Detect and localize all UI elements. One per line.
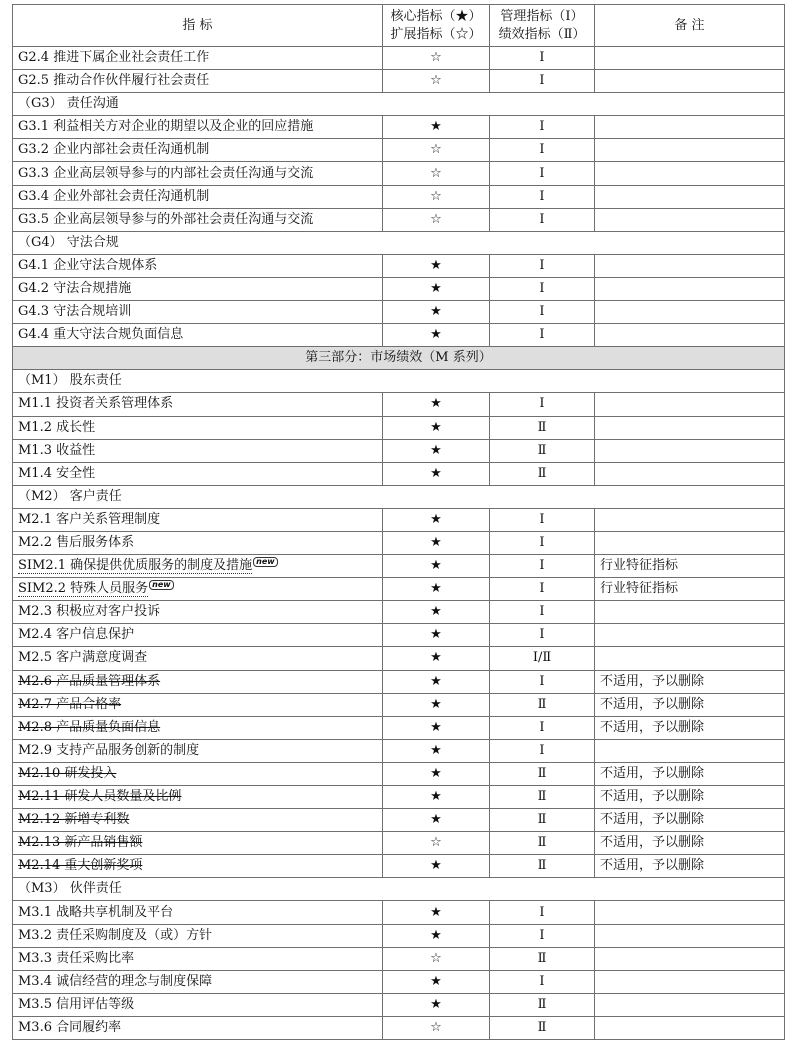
table-row	[13, 139, 785, 162]
table-row	[13, 301, 785, 324]
indicator-text: M2.11 研发人员数量及比例	[18, 789, 182, 805]
filled-star-icon: ★	[430, 581, 442, 597]
indicator-table-page	[12, 4, 784, 1040]
core-extended-cell	[383, 647, 490, 670]
indicator-text: G4.4 重大守法合规负面信息	[18, 327, 184, 343]
indicator-cell	[13, 832, 383, 855]
table-row	[13, 832, 785, 855]
table-row	[13, 901, 785, 924]
filled-star-icon: ★	[430, 673, 442, 689]
indicator-text: G3.4 企业外部社会责任沟通机制	[18, 188, 210, 204]
core-extended-cell	[383, 762, 490, 785]
core-extended-cell	[383, 254, 490, 277]
indicator-text: M2.7 产品合格率	[18, 696, 122, 712]
core-extended-cell	[383, 416, 490, 439]
table-row	[13, 947, 785, 970]
core-extended-cell	[383, 185, 490, 208]
core-extended-cell	[383, 947, 490, 970]
core-extended-cell	[383, 670, 490, 693]
table-row	[13, 786, 785, 809]
remarks-cell: 不适用，予以删除	[595, 762, 785, 785]
remarks-cell: 不适用，予以删除	[595, 786, 785, 809]
table-row	[13, 855, 785, 878]
table-row	[13, 716, 785, 739]
filled-star-icon: ★	[430, 927, 442, 943]
remarks-cell	[595, 601, 785, 624]
core-extended-cell	[383, 924, 490, 947]
outline-star-icon: ☆	[430, 950, 442, 966]
table-row	[13, 993, 785, 1016]
remarks-cell	[595, 301, 785, 324]
management-performance-cell: Ⅱ	[490, 786, 595, 809]
indicator-text: SIM2.2 特殊人员服务	[18, 581, 149, 597]
table-row	[13, 762, 785, 785]
core-extended-cell	[383, 301, 490, 324]
indicator-cell	[13, 578, 383, 601]
indicator-table	[12, 4, 785, 1040]
management-performance-cell: Ⅰ	[490, 924, 595, 947]
table-row	[13, 647, 785, 670]
management-performance-cell: Ⅱ	[490, 993, 595, 1016]
remarks-cell: 不适用，予以删除	[595, 716, 785, 739]
indicator-text: G4.3 守法合规培训	[18, 304, 132, 320]
indicator-text: M3.5 信用评估等级	[18, 996, 135, 1012]
table-row	[13, 624, 785, 647]
section-heading-row	[13, 93, 785, 116]
filled-star-icon: ★	[430, 535, 442, 551]
management-performance-cell: Ⅰ	[490, 277, 595, 300]
indicator-cell	[13, 716, 383, 739]
management-performance-cell: Ⅰ	[490, 162, 595, 185]
indicator-text: M3.2 责任采购制度及（或）方针	[18, 927, 213, 943]
filled-star-icon: ★	[430, 812, 442, 828]
indicator-text: G3.2 企业内部社会责任沟通机制	[18, 142, 210, 158]
indicator-text: M1.3 收益性	[18, 442, 96, 458]
indicator-cell	[13, 693, 383, 716]
management-performance-cell: Ⅰ/Ⅱ	[490, 647, 595, 670]
remarks-cell	[595, 947, 785, 970]
filled-star-icon: ★	[430, 696, 442, 712]
table-row	[13, 324, 785, 347]
section-heading: （G4） 守法合规	[13, 231, 785, 254]
indicator-cell	[13, 924, 383, 947]
core-extended-cell	[383, 970, 490, 993]
table-row	[13, 1016, 785, 1039]
table-row	[13, 47, 785, 70]
table-row	[13, 924, 785, 947]
outline-star-icon: ☆	[430, 1019, 442, 1035]
table-row	[13, 739, 785, 762]
remarks-cell	[595, 531, 785, 554]
core-extended-cell	[383, 739, 490, 762]
management-performance-cell: Ⅰ	[490, 70, 595, 93]
section-heading: （M3） 伙伴责任	[13, 878, 785, 901]
filled-star-icon: ★	[430, 789, 442, 805]
indicator-cell	[13, 208, 383, 231]
outline-star-icon: ☆	[430, 142, 442, 158]
table-row	[13, 601, 785, 624]
remarks-cell	[595, 393, 785, 416]
table-row	[13, 809, 785, 832]
indicator-text: G3.3 企业高层领导参与的内部社会责任沟通与交流	[18, 165, 314, 181]
filled-star-icon: ★	[430, 627, 442, 643]
remarks-cell	[595, 993, 785, 1016]
section-heading: （M2） 客户责任	[13, 485, 785, 508]
indicator-text: M2.4 客户信息保护	[18, 627, 135, 643]
table-row	[13, 555, 785, 578]
core-extended-cell	[383, 47, 490, 70]
filled-star-icon: ★	[430, 558, 442, 574]
table-row	[13, 508, 785, 531]
filled-star-icon: ★	[430, 327, 442, 343]
filled-star-icon: ★	[430, 465, 442, 481]
management-performance-cell: Ⅰ	[490, 901, 595, 924]
indicator-text: M2.10 研发投入	[18, 765, 117, 781]
indicator-cell	[13, 947, 383, 970]
core-extended-cell	[383, 139, 490, 162]
indicator-text: M3.3 责任采购比率	[18, 950, 135, 966]
management-performance-cell: Ⅱ	[490, 693, 595, 716]
remarks-cell: 不适用，予以删除	[595, 809, 785, 832]
core-extended-cell	[383, 716, 490, 739]
header-performance-label: 绩效指标（Ⅱ）	[498, 26, 586, 42]
indicator-text: G2.4 推进下属企业社会责任工作	[18, 50, 210, 66]
management-performance-cell: Ⅰ	[490, 254, 595, 277]
indicator-text: M2.14 重大创新奖项	[18, 858, 143, 874]
remarks-cell	[595, 924, 785, 947]
filled-star-icon: ★	[430, 280, 442, 296]
remarks-cell	[595, 739, 785, 762]
remarks-cell	[595, 901, 785, 924]
indicator-cell	[13, 139, 383, 162]
table-row	[13, 439, 785, 462]
management-performance-cell: Ⅰ	[490, 324, 595, 347]
indicator-cell	[13, 555, 383, 578]
header-core-extended	[383, 5, 490, 47]
indicator-cell	[13, 786, 383, 809]
indicator-text: M2.1 客户关系管理制度	[18, 511, 161, 527]
outline-star-icon: ☆	[430, 165, 442, 181]
remarks-cell	[595, 324, 785, 347]
core-extended-cell	[383, 786, 490, 809]
new-badge: new	[149, 580, 174, 590]
management-performance-cell: Ⅰ	[490, 508, 595, 531]
core-extended-cell	[383, 393, 490, 416]
indicator-cell	[13, 601, 383, 624]
management-performance-cell: Ⅱ	[490, 416, 595, 439]
core-extended-cell	[383, 624, 490, 647]
part-heading: 第三部分：市场绩效（M 系列）	[13, 347, 785, 370]
table-row	[13, 578, 785, 601]
table-row	[13, 185, 785, 208]
management-performance-cell: Ⅰ	[490, 624, 595, 647]
management-performance-cell: Ⅰ	[490, 531, 595, 554]
header-management-performance	[490, 5, 595, 47]
indicator-cell	[13, 301, 383, 324]
core-extended-cell	[383, 901, 490, 924]
filled-star-icon: ★	[430, 604, 442, 620]
table-row	[13, 462, 785, 485]
header-extended-label: 扩展指标（☆）	[390, 26, 482, 42]
core-extended-cell	[383, 208, 490, 231]
indicator-text: M2.2 售后服务体系	[18, 535, 135, 551]
table-row	[13, 277, 785, 300]
section-heading-row	[13, 370, 785, 393]
remarks-cell: 不适用，予以删除	[595, 670, 785, 693]
indicator-cell	[13, 277, 383, 300]
part-heading-row	[13, 347, 785, 370]
management-performance-cell: Ⅰ	[490, 670, 595, 693]
header-indicator: 指 标	[13, 5, 383, 47]
core-extended-cell	[383, 855, 490, 878]
table-row	[13, 531, 785, 554]
indicator-cell	[13, 647, 383, 670]
management-performance-cell: Ⅱ	[490, 809, 595, 832]
core-extended-cell	[383, 462, 490, 485]
management-performance-cell: Ⅰ	[490, 555, 595, 578]
indicator-cell	[13, 670, 383, 693]
filled-star-icon: ★	[430, 304, 442, 320]
remarks-cell: 不适用，予以删除	[595, 832, 785, 855]
indicator-cell	[13, 185, 383, 208]
indicator-text: M2.12 新增专利数	[18, 812, 130, 828]
management-performance-cell: Ⅰ	[490, 578, 595, 601]
filled-star-icon: ★	[430, 742, 442, 758]
outline-star-icon: ☆	[430, 73, 442, 89]
section-heading: （M1） 股东责任	[13, 370, 785, 393]
outline-star-icon: ☆	[430, 835, 442, 851]
management-performance-cell: Ⅱ	[490, 439, 595, 462]
indicator-text: M2.9 支持产品服务创新的制度	[18, 742, 200, 758]
core-extended-cell	[383, 277, 490, 300]
indicator-text: M2.3 积极应对客户投诉	[18, 604, 161, 620]
management-performance-cell: Ⅰ	[490, 716, 595, 739]
remarks-cell	[595, 47, 785, 70]
table-row	[13, 162, 785, 185]
indicator-cell	[13, 762, 383, 785]
management-performance-cell: Ⅱ	[490, 1016, 595, 1039]
indicator-text: M1.4 安全性	[18, 465, 96, 481]
table-row	[13, 416, 785, 439]
remarks-cell	[595, 277, 785, 300]
filled-star-icon: ★	[430, 419, 442, 435]
indicator-cell	[13, 901, 383, 924]
indicator-text: SIM2.1 确保提供优质服务的制度及措施	[18, 558, 253, 574]
management-performance-cell: Ⅱ	[490, 947, 595, 970]
indicator-cell	[13, 254, 383, 277]
indicator-cell	[13, 624, 383, 647]
management-performance-cell: Ⅰ	[490, 970, 595, 993]
filled-star-icon: ★	[430, 719, 442, 735]
filled-star-icon: ★	[430, 858, 442, 874]
management-performance-cell: Ⅱ	[490, 832, 595, 855]
remarks-cell: 行业特征指标	[595, 578, 785, 601]
core-extended-cell	[383, 531, 490, 554]
management-performance-cell: Ⅰ	[490, 47, 595, 70]
outline-star-icon: ☆	[430, 211, 442, 227]
management-performance-cell: Ⅱ	[490, 762, 595, 785]
filled-star-icon: ★	[430, 119, 442, 135]
indicator-cell	[13, 439, 383, 462]
table-row	[13, 70, 785, 93]
management-performance-cell: Ⅱ	[490, 462, 595, 485]
core-extended-cell	[383, 70, 490, 93]
indicator-cell	[13, 739, 383, 762]
filled-star-icon: ★	[430, 765, 442, 781]
indicator-text: M2.5 客户满意度调查	[18, 650, 148, 666]
remarks-cell	[595, 1016, 785, 1039]
section-heading-row	[13, 231, 785, 254]
filled-star-icon: ★	[430, 511, 442, 527]
filled-star-icon: ★	[430, 650, 442, 666]
table-row	[13, 393, 785, 416]
core-extended-cell	[383, 508, 490, 531]
management-performance-cell: Ⅰ	[490, 601, 595, 624]
indicator-text: G4.2 守法合规措施	[18, 280, 132, 296]
filled-star-icon: ★	[430, 442, 442, 458]
indicator-text: M2.8 产品质量负面信息	[18, 719, 161, 735]
core-extended-cell	[383, 809, 490, 832]
indicator-cell	[13, 462, 383, 485]
indicator-cell	[13, 1016, 383, 1039]
indicator-cell	[13, 70, 383, 93]
remarks-cell	[595, 70, 785, 93]
core-extended-cell	[383, 832, 490, 855]
indicator-cell	[13, 508, 383, 531]
filled-star-icon: ★	[430, 257, 442, 273]
section-heading-row	[13, 878, 785, 901]
filled-star-icon: ★	[430, 904, 442, 920]
section-heading-row	[13, 485, 785, 508]
remarks-cell	[595, 508, 785, 531]
table-body	[13, 47, 785, 1040]
management-performance-cell: Ⅱ	[490, 855, 595, 878]
indicator-cell	[13, 393, 383, 416]
indicator-text: M1.2 成长性	[18, 419, 96, 435]
indicator-cell	[13, 809, 383, 832]
indicator-text: G4.1 企业守法合规体系	[18, 257, 158, 273]
indicator-cell	[13, 416, 383, 439]
remarks-cell	[595, 208, 785, 231]
remarks-cell	[595, 439, 785, 462]
management-performance-cell: Ⅰ	[490, 393, 595, 416]
indicator-text: M2.6 产品质量管理体系	[18, 673, 161, 689]
remarks-cell	[595, 970, 785, 993]
filled-star-icon: ★	[430, 996, 442, 1012]
remarks-cell	[595, 462, 785, 485]
table-header-row	[13, 5, 785, 47]
header-management-label: 管理指标（Ⅰ）	[500, 8, 584, 24]
remarks-cell: 不适用，予以删除	[595, 855, 785, 878]
indicator-cell	[13, 116, 383, 139]
remarks-cell: 行业特征指标	[595, 555, 785, 578]
management-performance-cell: Ⅰ	[490, 301, 595, 324]
management-performance-cell: Ⅰ	[490, 139, 595, 162]
outline-star-icon: ☆	[430, 50, 442, 66]
core-extended-cell	[383, 693, 490, 716]
header-core-label: 核心指标（★）	[390, 8, 482, 24]
remarks-cell	[595, 162, 785, 185]
indicator-text: G3.5 企业高层领导参与的外部社会责任沟通与交流	[18, 211, 314, 227]
indicator-cell	[13, 970, 383, 993]
indicator-text: M3.1 战略共享机制及平台	[18, 904, 174, 920]
indicator-text: M2.13 新产品销售额	[18, 835, 143, 851]
remarks-cell	[595, 185, 785, 208]
indicator-text: G3.1 利益相关方对企业的期望以及企业的回应措施	[18, 119, 314, 135]
remarks-cell: 不适用，予以删除	[595, 693, 785, 716]
remarks-cell	[595, 116, 785, 139]
remarks-cell	[595, 254, 785, 277]
table-row	[13, 116, 785, 139]
new-badge: new	[253, 557, 278, 567]
filled-star-icon: ★	[430, 973, 442, 989]
core-extended-cell	[383, 439, 490, 462]
remarks-cell	[595, 647, 785, 670]
indicator-text: M3.6 合同履约率	[18, 1019, 122, 1035]
core-extended-cell	[383, 601, 490, 624]
table-row	[13, 670, 785, 693]
section-heading: （G3） 责任沟通	[13, 93, 785, 116]
management-performance-cell: Ⅰ	[490, 739, 595, 762]
table-row	[13, 970, 785, 993]
core-extended-cell	[383, 555, 490, 578]
core-extended-cell	[383, 1016, 490, 1039]
indicator-cell	[13, 47, 383, 70]
management-performance-cell: Ⅰ	[490, 208, 595, 231]
indicator-cell	[13, 324, 383, 347]
indicator-cell	[13, 993, 383, 1016]
remarks-cell	[595, 139, 785, 162]
core-extended-cell	[383, 324, 490, 347]
indicator-text: M1.1 投资者关系管理体系	[18, 396, 174, 412]
remarks-cell	[595, 416, 785, 439]
remarks-cell	[595, 624, 785, 647]
core-extended-cell	[383, 162, 490, 185]
table-row	[13, 208, 785, 231]
indicator-cell	[13, 855, 383, 878]
management-performance-cell: Ⅰ	[490, 185, 595, 208]
outline-star-icon: ☆	[430, 188, 442, 204]
indicator-cell	[13, 531, 383, 554]
filled-star-icon: ★	[430, 396, 442, 412]
header-remarks: 备 注	[595, 5, 785, 47]
core-extended-cell	[383, 993, 490, 1016]
management-performance-cell: Ⅰ	[490, 116, 595, 139]
indicator-text: G2.5 推动合作伙伴履行社会责任	[18, 73, 210, 89]
indicator-cell	[13, 162, 383, 185]
core-extended-cell	[383, 116, 490, 139]
table-row	[13, 254, 785, 277]
indicator-text: M3.4 诚信经营的理念与制度保障	[18, 973, 213, 989]
table-row	[13, 693, 785, 716]
core-extended-cell	[383, 578, 490, 601]
